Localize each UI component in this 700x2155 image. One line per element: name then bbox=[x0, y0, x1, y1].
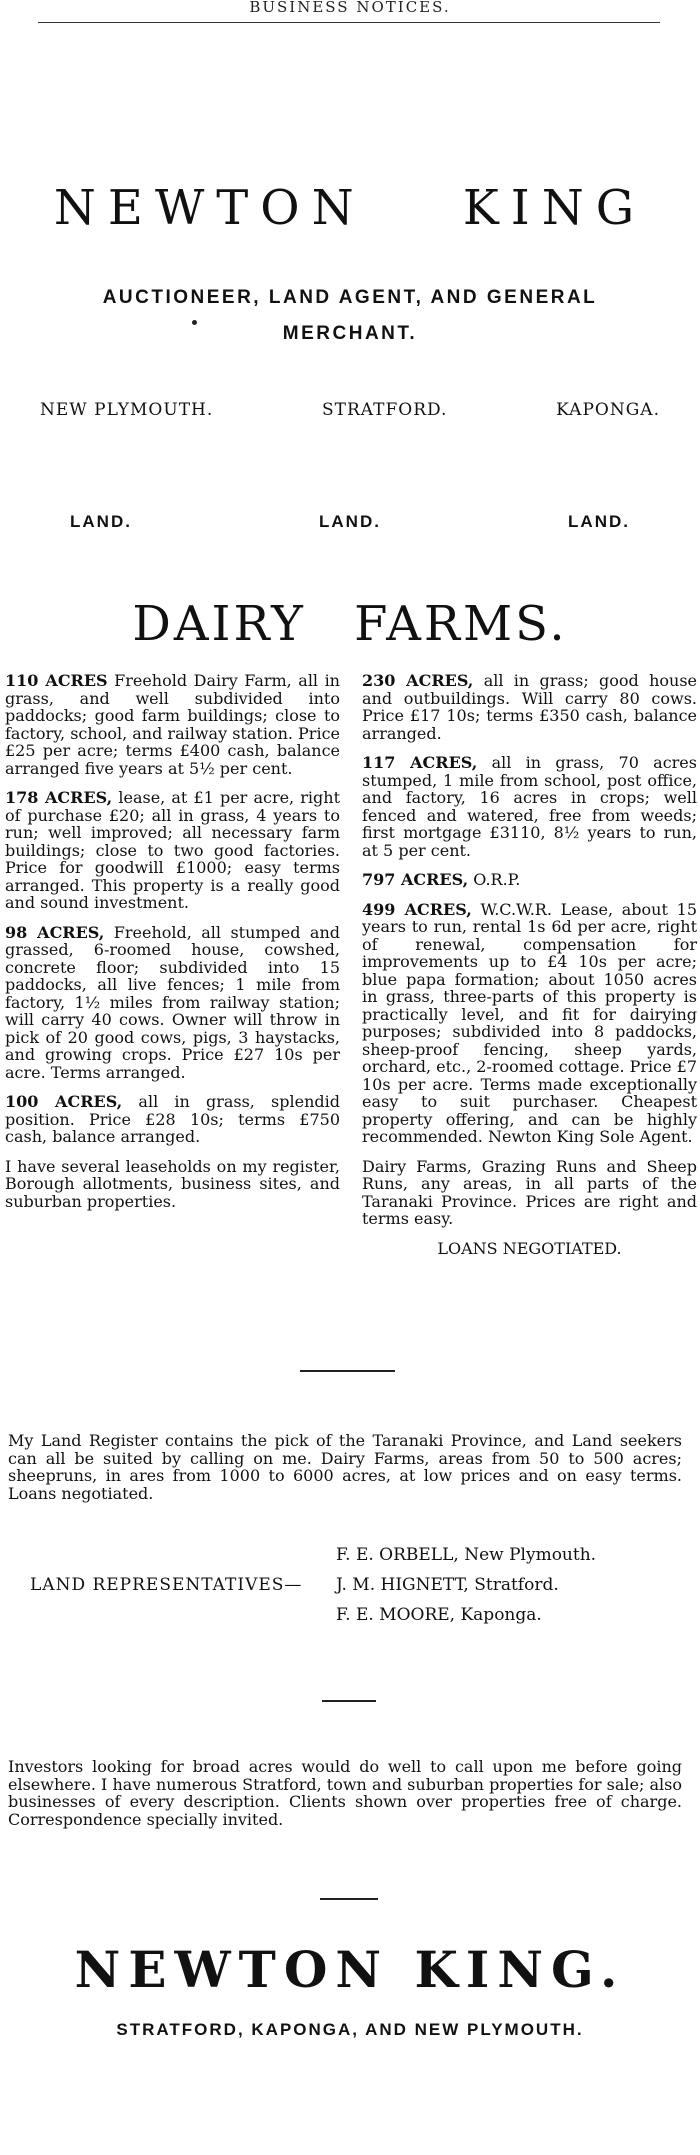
listing: I have several leaseholds on my register, Borough allotments, business sites, and suburban properties. bbox=[5, 1156, 340, 1211]
representative-name: F. E. MOORE, Kaponga. bbox=[336, 1605, 542, 1625]
register-paragraph: My Land Register contains the pick of the Taranaki Province, and Land seekers can all be suited by calling on me. Dairy Farms, areas from 50 to 500 acres; sheepruns, in ares from 1000 to 6000 acres, at low prices and on easy terms. Loans negotiated. bbox=[8, 1431, 682, 1503]
land-word: LAND. bbox=[319, 512, 381, 531]
land-word: LAND. bbox=[70, 512, 132, 531]
listing: 117 ACRES, all in grass, 70 acres stumped, 1 mile from school, post office, and factory, 16 acres in crops; well fenced and watered, free from weeds; first mortgage £3110, 8½ years to run, at 5 per cent. bbox=[362, 753, 697, 860]
tagline-line-1: AUCTIONEER, LAND AGENT, AND GENERAL bbox=[102, 287, 598, 308]
representatives-label: LAND REPRESENTATIVES— bbox=[30, 1575, 303, 1595]
listing: 178 ACRES, lease, at £1 per acre, right of purchase £20; all in grass, 4 years to run; well improved; all necessary farm buildings; close to two good factories. Price for goodwill £1000; easy terms arranged. This property is a really good and sound investment. bbox=[5, 788, 341, 912]
listing: 797 ACRES, O.R.P. bbox=[362, 870, 521, 889]
tagline-line-2: MERCHANT. bbox=[282, 323, 418, 344]
top-rule bbox=[38, 22, 660, 23]
divider bbox=[300, 1370, 395, 1372]
listing: 110 ACRES Freehold Dairy Farm, all in grass, and well subdivided into paddocks; good farm buildings; close to factory, school, and railway station. Price £25 per acre; terms £400 cash, balance arranged five years at 5½ per cent. bbox=[5, 671, 340, 778]
left-column bbox=[5, 672, 340, 1222]
loans-negotiated: LOANS NEGOTIATED. bbox=[437, 1238, 622, 1258]
office-locations bbox=[40, 400, 660, 420]
land-word: LAND. bbox=[568, 512, 630, 531]
listing: 98 ACRES, Freehold, all stumped and grassed, 6-roomed house, cowshed, concrete floor; subdivided into 15 paddocks, all live fences; 1 mile from factory, 1½ miles from railway station; will carry 40 cows. Owner will throw in pick of 20 good cows, pigs, 3 haystacks, and growing crops. Price £27 10s per acre. Terms arranged. bbox=[5, 922, 341, 1082]
firm-name: NEWTON KING bbox=[53, 180, 647, 236]
listing: Dairy Farms, Grazing Runs and Sheep Runs, any areas, in all parts of the Taranaki Province. Prices are right and terms easy. bbox=[362, 1156, 697, 1228]
decorative-dot bbox=[192, 320, 197, 325]
listing: 230 ACRES, all in grass; good house and outbuildings. Will carry 80 cows. Price £17 10s; terms £350 cash, balance arranged. bbox=[362, 671, 698, 743]
representative-name: J. M. HIGNETT, Stratford. bbox=[336, 1575, 559, 1595]
location-stratford: STRATFORD. bbox=[322, 400, 448, 420]
location-new-plymouth: NEW PLYMOUTH. bbox=[40, 400, 214, 420]
investors-paragraph: Investors looking for broad acres would do well to call upon me before going elsewhere. I have numerous Stratford, town and suburban properties for sale; also businesses of every description. Clients shown over properties free of charge. Correspondence specially invited. bbox=[8, 1757, 682, 1829]
footer-firm-name: NEWTON KING. bbox=[74, 1940, 626, 1999]
divider bbox=[320, 1898, 378, 1900]
footer-locations: STRATFORD, KAPONGA, AND NEW PLYMOUTH. bbox=[116, 2020, 584, 2039]
listing: 100 ACRES, all in grass, splendid position. Price £28 10s; terms £750 cash, balance arranged. bbox=[5, 1092, 340, 1146]
divider bbox=[322, 1700, 376, 1702]
land-row bbox=[70, 512, 630, 532]
section-heading: BUSINESS NOTICES. bbox=[249, 0, 451, 16]
headline: DAIRY FARMS. bbox=[132, 596, 568, 652]
listing: 499 ACRES, W.C.W.R. Lease, about 15 years to run, rental 1s 6d per acre, right of renewal, compensation for improvements up to £4 10s per acre; blue papa formation; about 1050 acres in grass, three-parts of this property is practically level, and fit for dairying purposes; subdivided into 8 paddocks, sheep-proof fencing, sheep yards, orchard, etc., 2-roomed cottage. Price £7 10s per acre. Terms made exceptionally easy to suit purchaser. Cheapest property offering, and can be highly recommended. Newton King Sole Agent. bbox=[362, 899, 698, 1146]
land-representatives bbox=[0, 1540, 700, 1630]
location-kaponga: KAPONGA. bbox=[556, 400, 660, 420]
firm-tagline bbox=[60, 280, 640, 352]
right-column bbox=[362, 672, 697, 1269]
representative-name: F. E. ORBELL, New Plymouth. bbox=[336, 1545, 597, 1565]
